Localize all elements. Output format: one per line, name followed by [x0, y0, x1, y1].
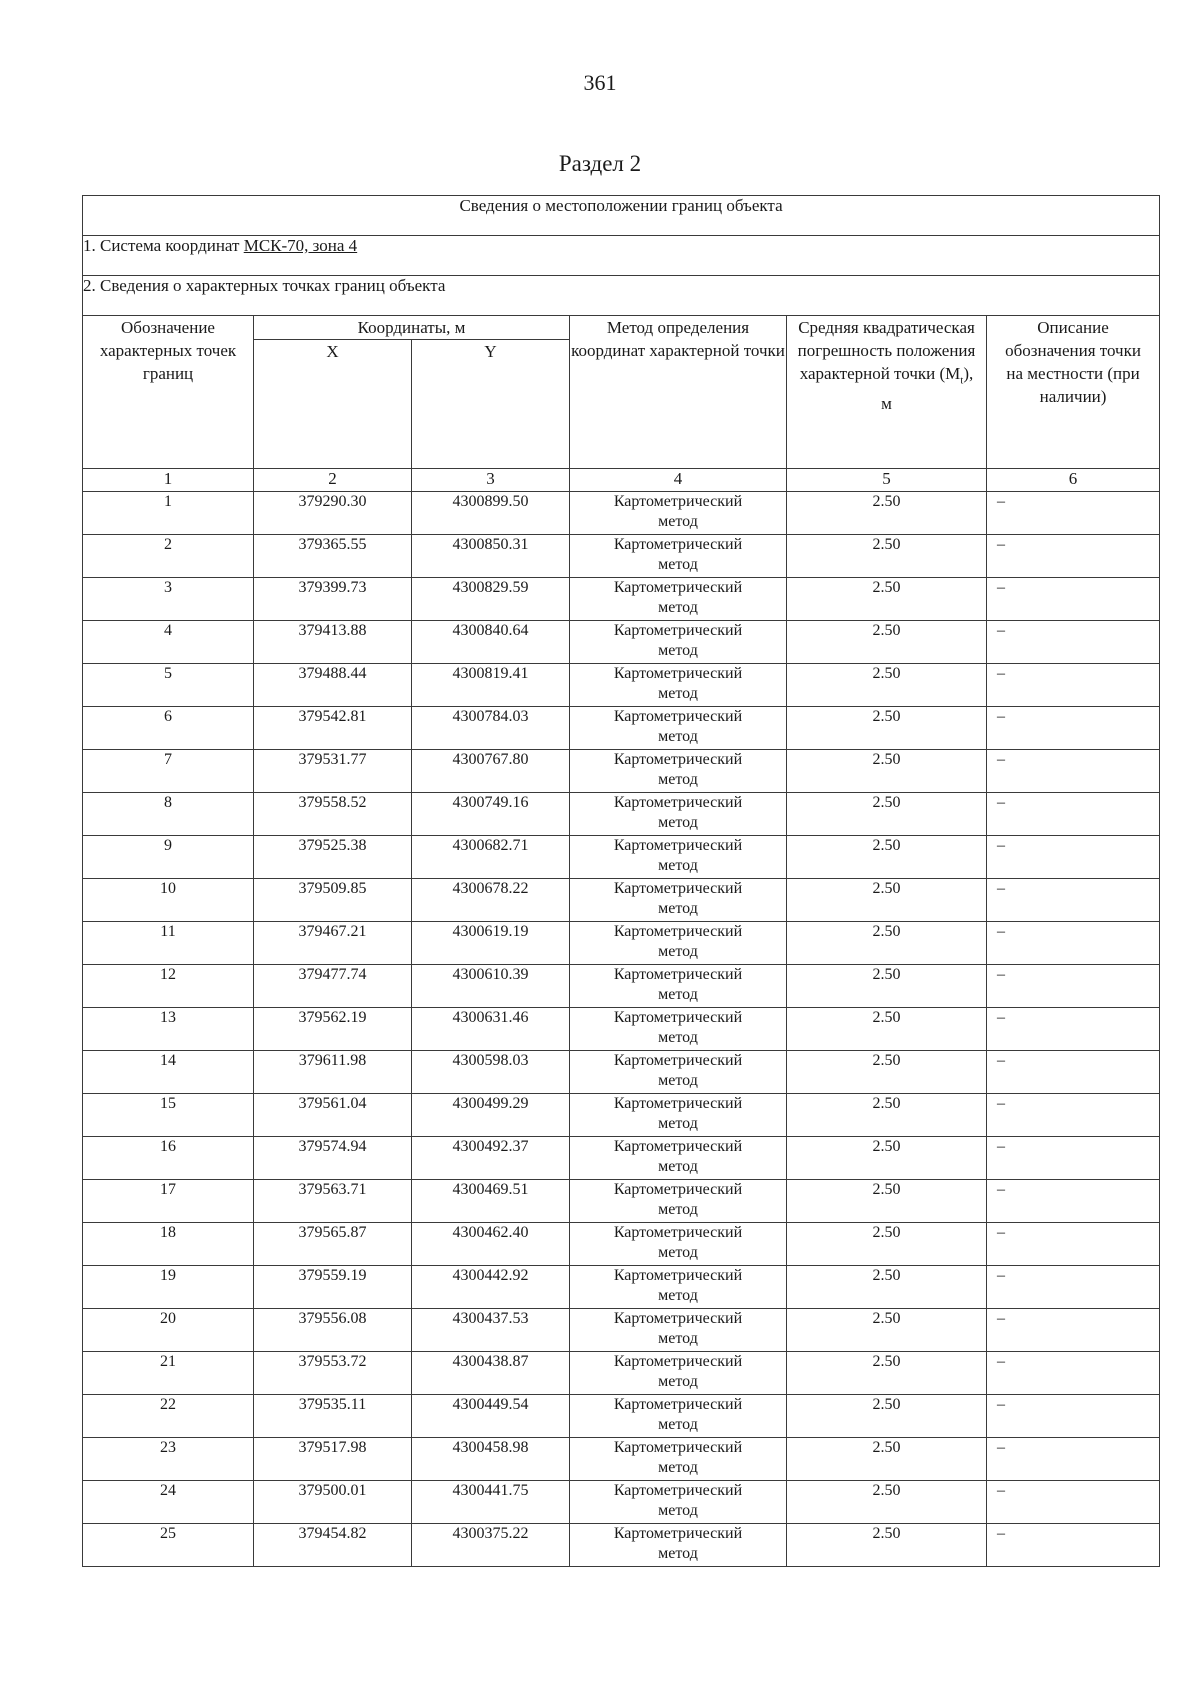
header-row-1 [83, 316, 1160, 340]
table-row [83, 1438, 1160, 1481]
cell-method: Картометрический метод [570, 1008, 787, 1051]
cell-point-number: 11 [83, 922, 254, 965]
coord-system-row [83, 236, 1160, 276]
cell-x: 379477.74 [254, 965, 412, 1008]
cell-y: 4300438.87 [412, 1352, 570, 1395]
table-row [83, 836, 1160, 879]
table-row [83, 1395, 1160, 1438]
cell-x: 379488.44 [254, 664, 412, 707]
cell-y: 4300840.64 [412, 621, 570, 664]
cell-x: 379562.19 [254, 1008, 412, 1051]
table-row [83, 965, 1160, 1008]
cell-x: 379559.19 [254, 1266, 412, 1309]
cell-y: 4300619.19 [412, 922, 570, 965]
cell-error: 2.50 [787, 1137, 987, 1180]
cell-method: Картометрический метод [570, 1094, 787, 1137]
column-number: 2 [254, 469, 412, 492]
table-row [83, 492, 1160, 535]
cell-description: – [987, 1051, 1160, 1094]
cell-description: – [987, 922, 1160, 965]
cell-error: 2.50 [787, 879, 987, 922]
cell-description: – [987, 535, 1160, 578]
cell-point-number: 3 [83, 578, 254, 621]
cell-point-number: 21 [83, 1352, 254, 1395]
cell-x: 379542.81 [254, 707, 412, 750]
cell-point-number: 10 [83, 879, 254, 922]
cell-description: – [987, 965, 1160, 1008]
cell-x: 379454.82 [254, 1524, 412, 1567]
cell-description: – [987, 492, 1160, 535]
cell-y: 4300441.75 [412, 1481, 570, 1524]
cell-method: Картометрический метод [570, 1438, 787, 1481]
cell-method: Картометрический метод [570, 664, 787, 707]
cell-point-number: 12 [83, 965, 254, 1008]
table-row [83, 1309, 1160, 1352]
cell-y: 4300784.03 [412, 707, 570, 750]
cell-y: 4300749.16 [412, 793, 570, 836]
cell-error: 2.50 [787, 492, 987, 535]
cell-x: 379399.73 [254, 578, 412, 621]
column-number: 1 [83, 469, 254, 492]
cell-description: – [987, 1524, 1160, 1567]
column-number: 3 [412, 469, 570, 492]
coord-system-cell [83, 236, 1160, 276]
cell-method: Картометрический метод [570, 1223, 787, 1266]
cell-method: Картометрический метод [570, 1481, 787, 1524]
table-row [83, 1481, 1160, 1524]
cell-point-number: 5 [83, 664, 254, 707]
cell-error: 2.50 [787, 1008, 987, 1051]
table-row [83, 707, 1160, 750]
cell-x: 379290.30 [254, 492, 412, 535]
cell-y: 4300499.29 [412, 1094, 570, 1137]
cell-method: Картометрический метод [570, 793, 787, 836]
cell-method: Картометрический метод [570, 965, 787, 1008]
cell-error: 2.50 [787, 664, 987, 707]
cell-y: 4300850.31 [412, 535, 570, 578]
table-row [83, 1352, 1160, 1395]
cell-y: 4300631.46 [412, 1008, 570, 1051]
cell-point-number: 16 [83, 1137, 254, 1180]
cell-y: 4300678.22 [412, 879, 570, 922]
cell-method: Картометрический метод [570, 621, 787, 664]
cell-error: 2.50 [787, 750, 987, 793]
cell-error: 2.50 [787, 1481, 987, 1524]
column-number-row [83, 469, 1160, 492]
cell-description: – [987, 836, 1160, 879]
cell-method: Картометрический метод [570, 535, 787, 578]
cell-x: 379517.98 [254, 1438, 412, 1481]
cell-method: Картометрический метод [570, 1309, 787, 1352]
cell-y: 4300682.71 [412, 836, 570, 879]
cell-error: 2.50 [787, 1266, 987, 1309]
header-error-unit: ), м [881, 364, 974, 414]
cell-method: Картометрический метод [570, 750, 787, 793]
cell-y: 4300437.53 [412, 1309, 570, 1352]
table-row [83, 1223, 1160, 1266]
cell-description: – [987, 1180, 1160, 1223]
cell-x: 379558.52 [254, 793, 412, 836]
cell-point-number: 15 [83, 1094, 254, 1137]
cell-description: – [987, 1481, 1160, 1524]
column-number: 6 [987, 469, 1160, 492]
cell-description: – [987, 1395, 1160, 1438]
cell-y: 4300442.92 [412, 1266, 570, 1309]
cell-description: – [987, 1137, 1160, 1180]
column-number: 5 [787, 469, 987, 492]
table-row [83, 621, 1160, 664]
header-method: Метод определения координат характерной точки [570, 316, 787, 469]
cell-y: 4300829.59 [412, 578, 570, 621]
cell-y: 4300449.54 [412, 1395, 570, 1438]
cell-y: 4300899.50 [412, 492, 570, 535]
section-title: Раздел 2 [558, 151, 642, 176]
cell-point-number: 13 [83, 1008, 254, 1051]
cell-x: 379413.88 [254, 621, 412, 664]
header-y: Y [412, 340, 570, 469]
cell-description: – [987, 793, 1160, 836]
points-heading-row [83, 276, 1160, 316]
cell-point-number: 22 [83, 1395, 254, 1438]
cell-description: – [987, 578, 1160, 621]
table-row [83, 750, 1160, 793]
cell-error: 2.50 [787, 1309, 987, 1352]
header-coordinates: Координаты, м [254, 316, 570, 340]
cell-point-number: 7 [83, 750, 254, 793]
cell-x: 379553.72 [254, 1352, 412, 1395]
cell-description: – [987, 750, 1160, 793]
cell-point-number: 19 [83, 1266, 254, 1309]
cell-method: Картометрический метод [570, 1266, 787, 1309]
table-row [83, 535, 1160, 578]
header-error-subscript: t [960, 374, 964, 387]
table-row [83, 578, 1160, 621]
cell-error: 2.50 [787, 1223, 987, 1266]
cell-point-number: 25 [83, 1524, 254, 1567]
header-x: X [254, 340, 412, 469]
cell-error: 2.50 [787, 922, 987, 965]
cell-description: – [987, 621, 1160, 664]
cell-y: 4300819.41 [412, 664, 570, 707]
table-row [83, 1180, 1160, 1223]
table-row [83, 793, 1160, 836]
cell-error: 2.50 [787, 793, 987, 836]
cell-x: 379467.21 [254, 922, 412, 965]
table-row [83, 1094, 1160, 1137]
table-row [83, 1008, 1160, 1051]
cell-point-number: 18 [83, 1223, 254, 1266]
cell-x: 379565.87 [254, 1223, 412, 1266]
cell-x: 379561.04 [254, 1094, 412, 1137]
cell-y: 4300462.40 [412, 1223, 570, 1266]
cell-y: 4300469.51 [412, 1180, 570, 1223]
cell-error: 2.50 [787, 1051, 987, 1094]
cell-x: 379509.85 [254, 879, 412, 922]
cell-point-number: 14 [83, 1051, 254, 1094]
cell-description: – [987, 1309, 1160, 1352]
cell-error: 2.50 [787, 1352, 987, 1395]
header-error-text: Средняя квадратическая погрешность положения характерной точки (M [797, 318, 976, 383]
cell-description: – [987, 1352, 1160, 1395]
cell-point-number: 1 [83, 492, 254, 535]
table-row [83, 1051, 1160, 1094]
cell-error: 2.50 [787, 535, 987, 578]
cell-x: 379531.77 [254, 750, 412, 793]
cell-point-number: 2 [83, 535, 254, 578]
page-number: 361 [583, 70, 617, 95]
header-error [787, 316, 987, 469]
cell-method: Картометрический метод [570, 836, 787, 879]
cell-description: – [987, 1223, 1160, 1266]
boundary-points-table [82, 195, 1160, 1567]
points-heading: 2. Сведения о характерных точках границ объекта [83, 276, 1160, 316]
cell-y: 4300767.80 [412, 750, 570, 793]
cell-point-number: 6 [83, 707, 254, 750]
cell-method: Картометрический метод [570, 578, 787, 621]
coord-system-label: 1. Система координат [83, 236, 240, 255]
cell-point-number: 20 [83, 1309, 254, 1352]
table-title-row [83, 196, 1160, 236]
table-row [83, 1524, 1160, 1567]
cell-error: 2.50 [787, 578, 987, 621]
cell-y: 4300598.03 [412, 1051, 570, 1094]
cell-description: – [987, 707, 1160, 750]
cell-error: 2.50 [787, 1438, 987, 1481]
coord-system-value: МСК-70, зона 4 [243, 236, 358, 255]
cell-point-number: 9 [83, 836, 254, 879]
cell-description: – [987, 1094, 1160, 1137]
cell-point-number: 4 [83, 621, 254, 664]
table-row [83, 664, 1160, 707]
column-number: 4 [570, 469, 787, 492]
table-row [83, 1137, 1160, 1180]
cell-x: 379563.71 [254, 1180, 412, 1223]
cell-y: 4300375.22 [412, 1524, 570, 1567]
cell-point-number: 23 [83, 1438, 254, 1481]
cell-description: – [987, 1008, 1160, 1051]
cell-error: 2.50 [787, 965, 987, 1008]
cell-x: 379611.98 [254, 1051, 412, 1094]
cell-method: Картометрический метод [570, 492, 787, 535]
cell-x: 379556.08 [254, 1309, 412, 1352]
cell-description: – [987, 1266, 1160, 1309]
cell-error: 2.50 [787, 1524, 987, 1567]
cell-method: Картометрический метод [570, 1137, 787, 1180]
cell-x: 379574.94 [254, 1137, 412, 1180]
cell-x: 379500.01 [254, 1481, 412, 1524]
cell-method: Картометрический метод [570, 922, 787, 965]
cell-description: – [987, 664, 1160, 707]
cell-y: 4300610.39 [412, 965, 570, 1008]
cell-description: – [987, 879, 1160, 922]
cell-method: Картометрический метод [570, 1180, 787, 1223]
cell-method: Картометрический метод [570, 1524, 787, 1567]
cell-error: 2.50 [787, 836, 987, 879]
cell-point-number: 24 [83, 1481, 254, 1524]
cell-description: – [987, 1438, 1160, 1481]
table-row [83, 922, 1160, 965]
cell-method: Картометрический метод [570, 879, 787, 922]
cell-point-number: 17 [83, 1180, 254, 1223]
cell-point-number: 8 [83, 793, 254, 836]
cell-error: 2.50 [787, 621, 987, 664]
cell-method: Картометрический метод [570, 1051, 787, 1094]
cell-method: Картометрический метод [570, 707, 787, 750]
cell-y: 4300492.37 [412, 1137, 570, 1180]
cell-method: Картометрический метод [570, 1395, 787, 1438]
cell-error: 2.50 [787, 1395, 987, 1438]
table-row [83, 879, 1160, 922]
cell-error: 2.50 [787, 1094, 987, 1137]
cell-x: 379525.38 [254, 836, 412, 879]
cell-x: 379365.55 [254, 535, 412, 578]
cell-error: 2.50 [787, 1180, 987, 1223]
table-title: Сведения о местоположении границ объекта [83, 196, 1160, 236]
cell-error: 2.50 [787, 707, 987, 750]
header-designation: Обозначение характерных точек границ [83, 316, 254, 469]
cell-y: 4300458.98 [412, 1438, 570, 1481]
table-row [83, 1266, 1160, 1309]
cell-x: 379535.11 [254, 1395, 412, 1438]
header-description: Описание обозначения точки на местности (при наличии) [987, 316, 1160, 469]
cell-method: Картометрический метод [570, 1352, 787, 1395]
